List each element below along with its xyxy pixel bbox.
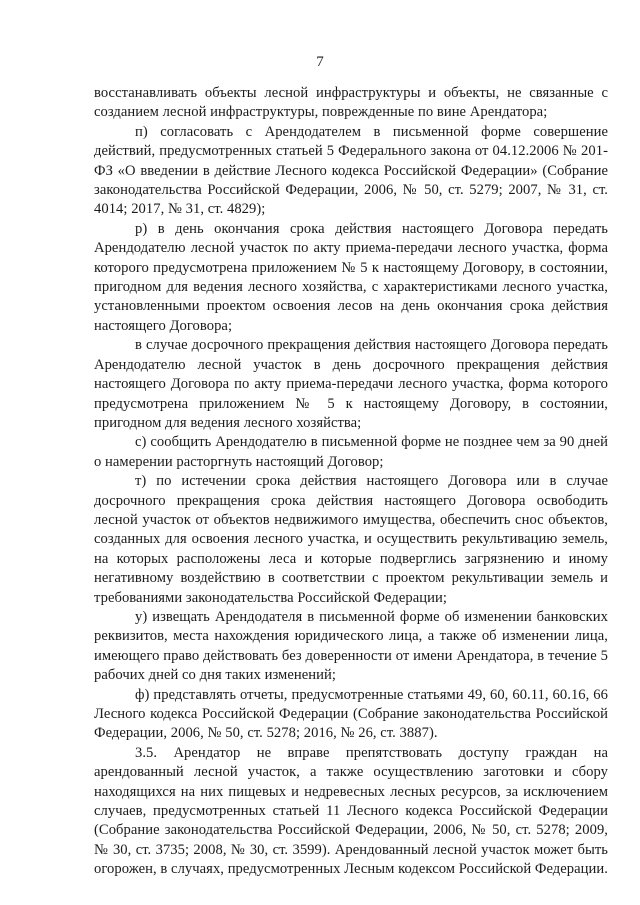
paragraph-section-3-5: 3.5. Арендатор не вправе препятствовать доступу граждан на арендованный лесной участок, а также осуществлению заготовки и сбору находящихся на них пищевых и недревесных лесных ресурсов, за исключением случаев, предусмотренных статьей 11 Лесного кодекса Российской Федерации (Собрание законодательства Российской Федерации, 2006, № 50, ст. 5278; 2009, № 30, ст. 3735; 2008, № 30, ст. 3599). Арендованный лесной участок может быть огорожен, в случаях, предусмотренных Лесным кодексом Российской Федерации. <box>94 744 608 878</box>
paragraph-item-r-early-termination: в случае досрочного прекращения действия настоящего Договора передать Арендодателю лесной участок в день досрочного прекращения действия настоящего Договора по акту приема-передачи лесного участка, форма которого предусмотрена приложением № 5 к настоящему Договору, в состоянии, пригодном для ведения лесного хозяйства; <box>94 337 608 431</box>
paragraph-item-p: п) согласовать с Арендодателем в письменной форме совершение действий, предусмотренных статьей 5 Федерального закона от 04.12.2006 № 201-ФЗ «О введении в действие Лесного кодекса Российской Федерации» (Собрание законодательства Российской Федерации, 2006, № 50, ст. 5279; 2007, № 31, ст. 4014; 2017, № 31, ст. 4829); <box>94 123 608 218</box>
paragraph-item-u: у) извещать Арендодателя в письменной форме об изменении банковских реквизитов, места нахождения юридического лица, а также об изменении лица, имеющего право действовать без доверенности от имени Арендатора, в течение 5 рабочих дней со дня таких изменений; <box>94 608 608 684</box>
paragraph-item-f: ф) представлять отчеты, предусмотренные статьями 49, 60, 60.11, 60.16, 66 Лесного кодекса Российской Федерации (Собрание законодательства Российской Федерации, 2006, № 50, ст. 5278; 2016, № 26, ст. 3887). <box>94 686 608 742</box>
paragraph-item-r: р) в день окончания срока действия настоящего Договора передать Арендодателю лесной участок по акту приема-передачи лесного участка, форма которого предусмотрена приложением № 5 к настоящему Договору, в состоянии, пригодном для ведения лесного хозяйства, с характеристиками лесного участка, установленными проектом освоения лесов на день окончания срока действия настоящего Договора; <box>94 220 608 334</box>
paragraph-continuation: восстанавливать объекты лесной инфраструктуры и объекты, не связанные с созданием лесной инфраструктуры, поврежденные по вине Арендатора; <box>94 85 608 121</box>
paragraph-item-t: т) по истечении срока действия настоящего Договора или в случае досрочного прекращения срока действия настоящего Договора освободить лесной участок от объектов недвижимого имущества, обеспечить снос объектов, созданных для освоения лесного участка, и осуществить рекультивацию земель, на которых расположены леса и которые подверглись загрязнению и иному негативному воздействию в соответствии с проектом рекультивации земель и требованиями законодательства Российской Федерации; <box>94 473 608 606</box>
page-number: 7 <box>316 54 324 70</box>
paragraph-item-s: с) сообщить Арендодателю в письменной форме не позднее чем за 90 дней о намерении расторгнуть настоящий Договор; <box>94 434 608 470</box>
document-body <box>94 84 608 880</box>
